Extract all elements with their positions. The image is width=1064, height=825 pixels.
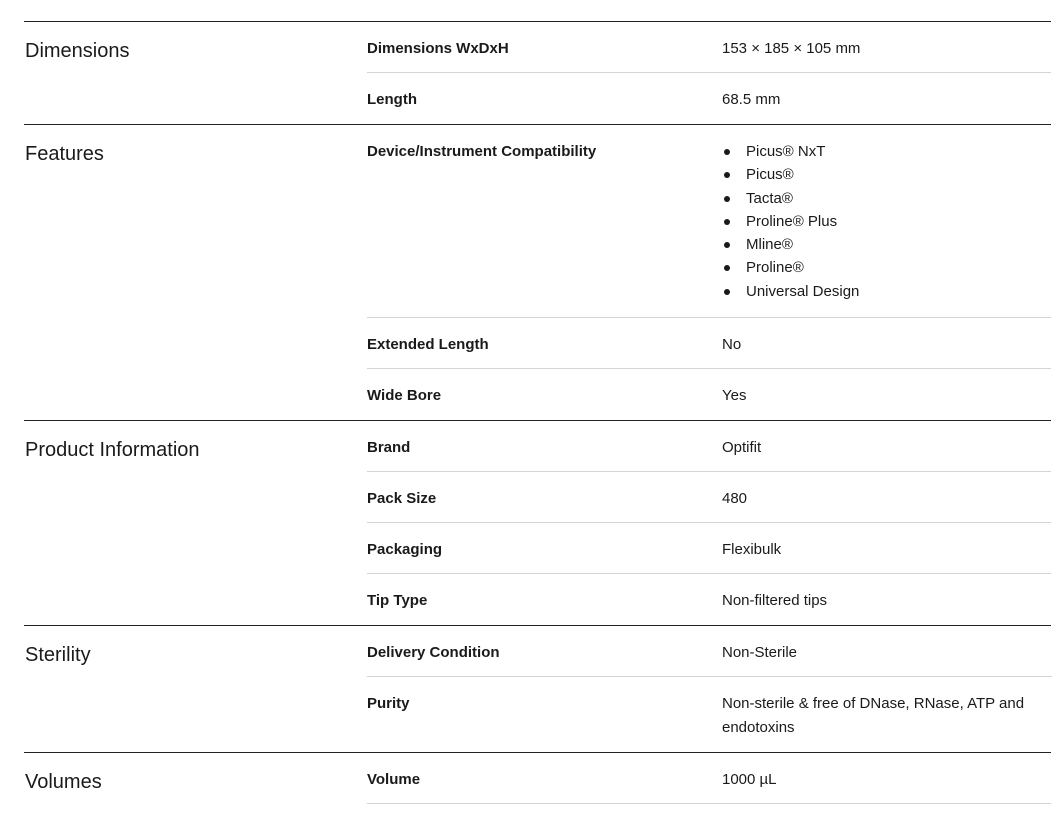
- spec-row-volume: [367, 753, 1051, 804]
- section-rows: [367, 421, 1051, 625]
- spec-label: Extended Length: [367, 336, 489, 354]
- spec-row-tip-type: [367, 574, 1051, 625]
- spec-value: 153 × 185 × 105 mm: [722, 40, 861, 57]
- spec-value: No: [722, 336, 742, 354]
- spec-row-brand: [367, 421, 1051, 472]
- list-item-text: Tacta®: [746, 189, 793, 207]
- spec-label: Brand: [367, 439, 411, 457]
- list-item-text: Picus®: [746, 166, 794, 184]
- bullet-icon: [724, 172, 730, 178]
- bullet-icon: [724, 289, 730, 295]
- list-item: [722, 187, 1051, 210]
- spec-label: Dimensions WxDxH: [367, 40, 509, 57]
- spec-value: 480: [722, 490, 748, 508]
- section-title: Sterility: [25, 644, 91, 667]
- spec-row-pack-size: [367, 472, 1051, 523]
- spec-label: Purity: [367, 695, 410, 713]
- list-item: [722, 140, 1051, 163]
- section-rows: [367, 125, 1051, 420]
- spec-row-wide-bore: [367, 369, 1051, 420]
- section-features: [24, 125, 1051, 421]
- spec-value: Flexibulk: [722, 541, 782, 559]
- purity-text: Non-sterile & free of DNase, RNase, ATP and endotoxins: [722, 695, 1025, 737]
- spec-row-purity: [367, 677, 1052, 752]
- spec-label: Pack Size: [367, 490, 437, 508]
- spec-row-dimensions-wxdxh: [367, 22, 1051, 73]
- spec-value: Non-filtered tips: [722, 592, 828, 610]
- section-rows: [367, 626, 1052, 752]
- spec-row-compatibility: [367, 125, 1051, 318]
- spec-row-extended-length: [367, 318, 1051, 369]
- spec-label: Volume: [367, 771, 421, 789]
- section-product-information: [24, 421, 1051, 626]
- spec-value: Non-Sterile: [722, 644, 798, 662]
- list-item-text: Proline® Plus: [746, 212, 838, 230]
- list-item-text: Picus® NxT: [746, 143, 826, 160]
- spec-row-length: [367, 73, 1051, 124]
- list-item: [722, 163, 1051, 186]
- bullet-icon: [724, 219, 730, 225]
- spec-value: 1000 µL: [722, 771, 777, 789]
- list-item: [722, 280, 1051, 303]
- bullet-icon: [724, 242, 730, 248]
- spec-label: Wide Bore: [367, 387, 442, 405]
- spec-label: Delivery Condition: [367, 644, 500, 662]
- list-item-text: Universal Design: [746, 282, 860, 300]
- list-item: [722, 210, 1051, 233]
- bullet-icon: [724, 149, 730, 155]
- section-title: Features: [25, 143, 104, 165]
- spec-label: Length: [367, 91, 417, 108]
- spec-label: Packaging: [367, 541, 443, 559]
- section-title: Dimensions: [25, 40, 130, 62]
- list-item: [722, 233, 1051, 256]
- spec-value: [722, 140, 1051, 303]
- section-dimensions: [24, 22, 1051, 125]
- section-sterility: [24, 626, 1051, 753]
- list-item-text: Proline®: [746, 259, 804, 277]
- bullet-icon: [724, 196, 730, 202]
- section-title: Volumes: [25, 771, 102, 794]
- section-title: Product Information: [25, 439, 200, 462]
- spec-row-packaging: [367, 523, 1051, 574]
- compatibility-list: [722, 140, 1051, 303]
- spec-label: Tip Type: [367, 592, 428, 610]
- spec-value: Optifit: [722, 439, 762, 457]
- list-item: [722, 256, 1051, 279]
- spec-value: [722, 692, 1052, 740]
- spec-value: 68.5 mm: [722, 91, 781, 108]
- bullet-icon: [724, 265, 730, 271]
- section-rows: [367, 753, 1051, 804]
- spec-row-delivery-condition: [367, 626, 1052, 677]
- section-rows: [367, 22, 1051, 124]
- section-volumes: [24, 753, 1051, 804]
- spec-label: Device/Instrument Compatibility: [367, 143, 597, 160]
- specifications-table: [24, 21, 1051, 804]
- list-item-text: Mline®: [746, 236, 793, 254]
- spec-value: Yes: [722, 387, 747, 405]
